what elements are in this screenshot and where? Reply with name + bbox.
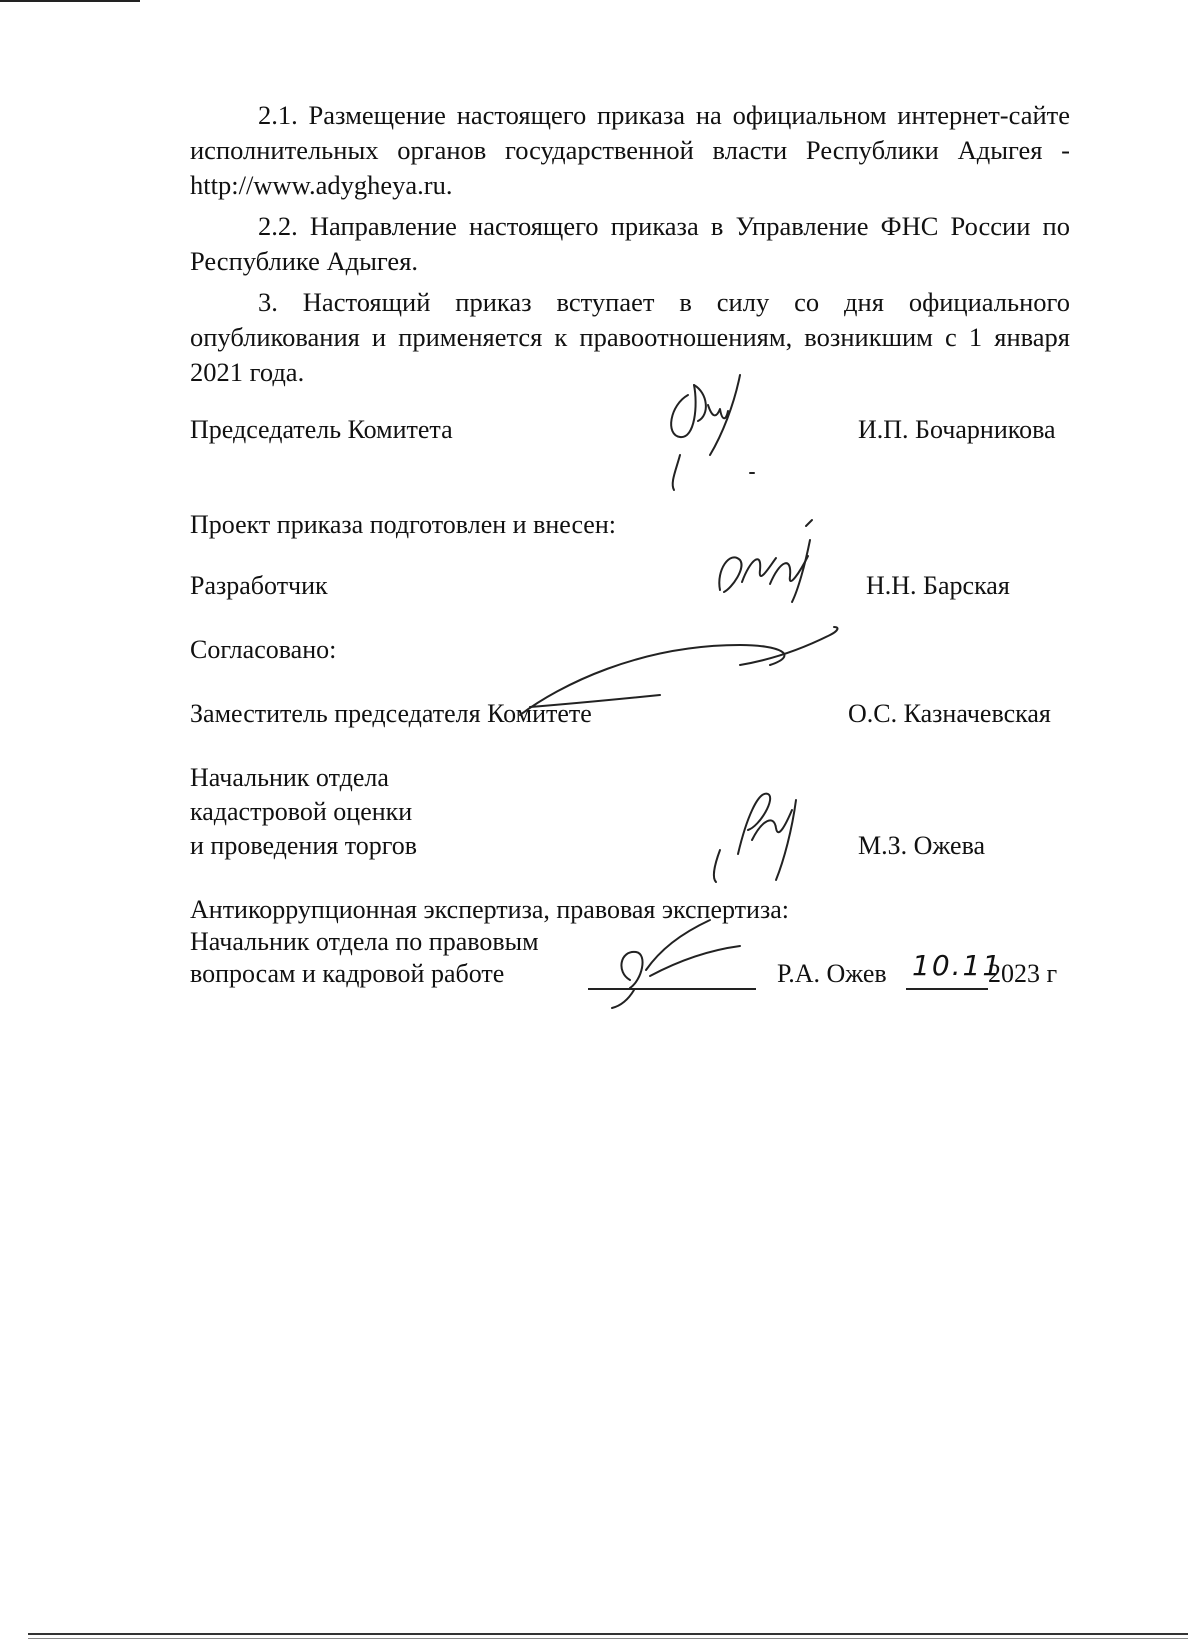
paragraph-3: 3. Настоящий приказ вступает в силу со дня официального опубликования и применяется к правоотношениям, возникшим с 1 января 2021 года. [190, 287, 1070, 387]
cadastral-name: М.З. Ожева [858, 831, 986, 860]
prepared-heading: Проект приказа подготовлен и внесен: [190, 510, 616, 539]
scan-edge-bottom-secondary [28, 1638, 1188, 1639]
legal-name: Р.А. Ожев [777, 959, 887, 988]
legal-title-line-2: вопросам и кадровой работе [190, 959, 505, 988]
paragraph-2-1: 2.1. Размещение настоящего приказа на официальном интернет-сайте исполнительных органов государственной власти Республики Адыгея - http://www.adygheya.ru. [190, 100, 1070, 200]
legal-date-suffix: 2023 г [988, 959, 1058, 988]
developer-name: Н.Н. Барская [866, 571, 1010, 600]
deputy-title: Заместитель председателя Комитете [190, 699, 592, 728]
chairman-title: Председатель Комитета [190, 415, 453, 444]
deputy-signature [500, 615, 860, 725]
chairman-name: И.П. Бочарникова [858, 415, 1056, 444]
expertise-heading: Антикоррупционная экспертиза, правовая экспертиза: [190, 895, 789, 924]
cadastral-title-line-1: Начальник отдела [190, 763, 389, 792]
agreed-heading: Согласовано: [190, 635, 337, 664]
chairman-signature [650, 365, 760, 495]
paragraph-2-2: 2.2. Направление настоящего приказа в Управление ФНС России по Республике Адыгея. [190, 211, 1070, 276]
legal-signature [590, 910, 750, 1010]
legal-date-handwritten: 10.11 [912, 949, 1003, 982]
legal-date-line [906, 988, 988, 990]
scan-edge-top [0, 0, 140, 2]
deputy-name: О.С. Казначевская [848, 699, 1051, 728]
scan-edge-bottom [28, 1633, 1188, 1635]
developer-title: Разработчик [190, 571, 328, 600]
cadastral-title-line-2: кадастровой оценки [190, 797, 413, 826]
developer-signature [710, 520, 830, 610]
legal-title-line-1: Начальник отдела по правовым [190, 927, 539, 956]
cadastral-signature [700, 770, 810, 890]
order-body [190, 98, 1070, 396]
cadastral-title-line-3: и проведения торгов [190, 831, 418, 860]
